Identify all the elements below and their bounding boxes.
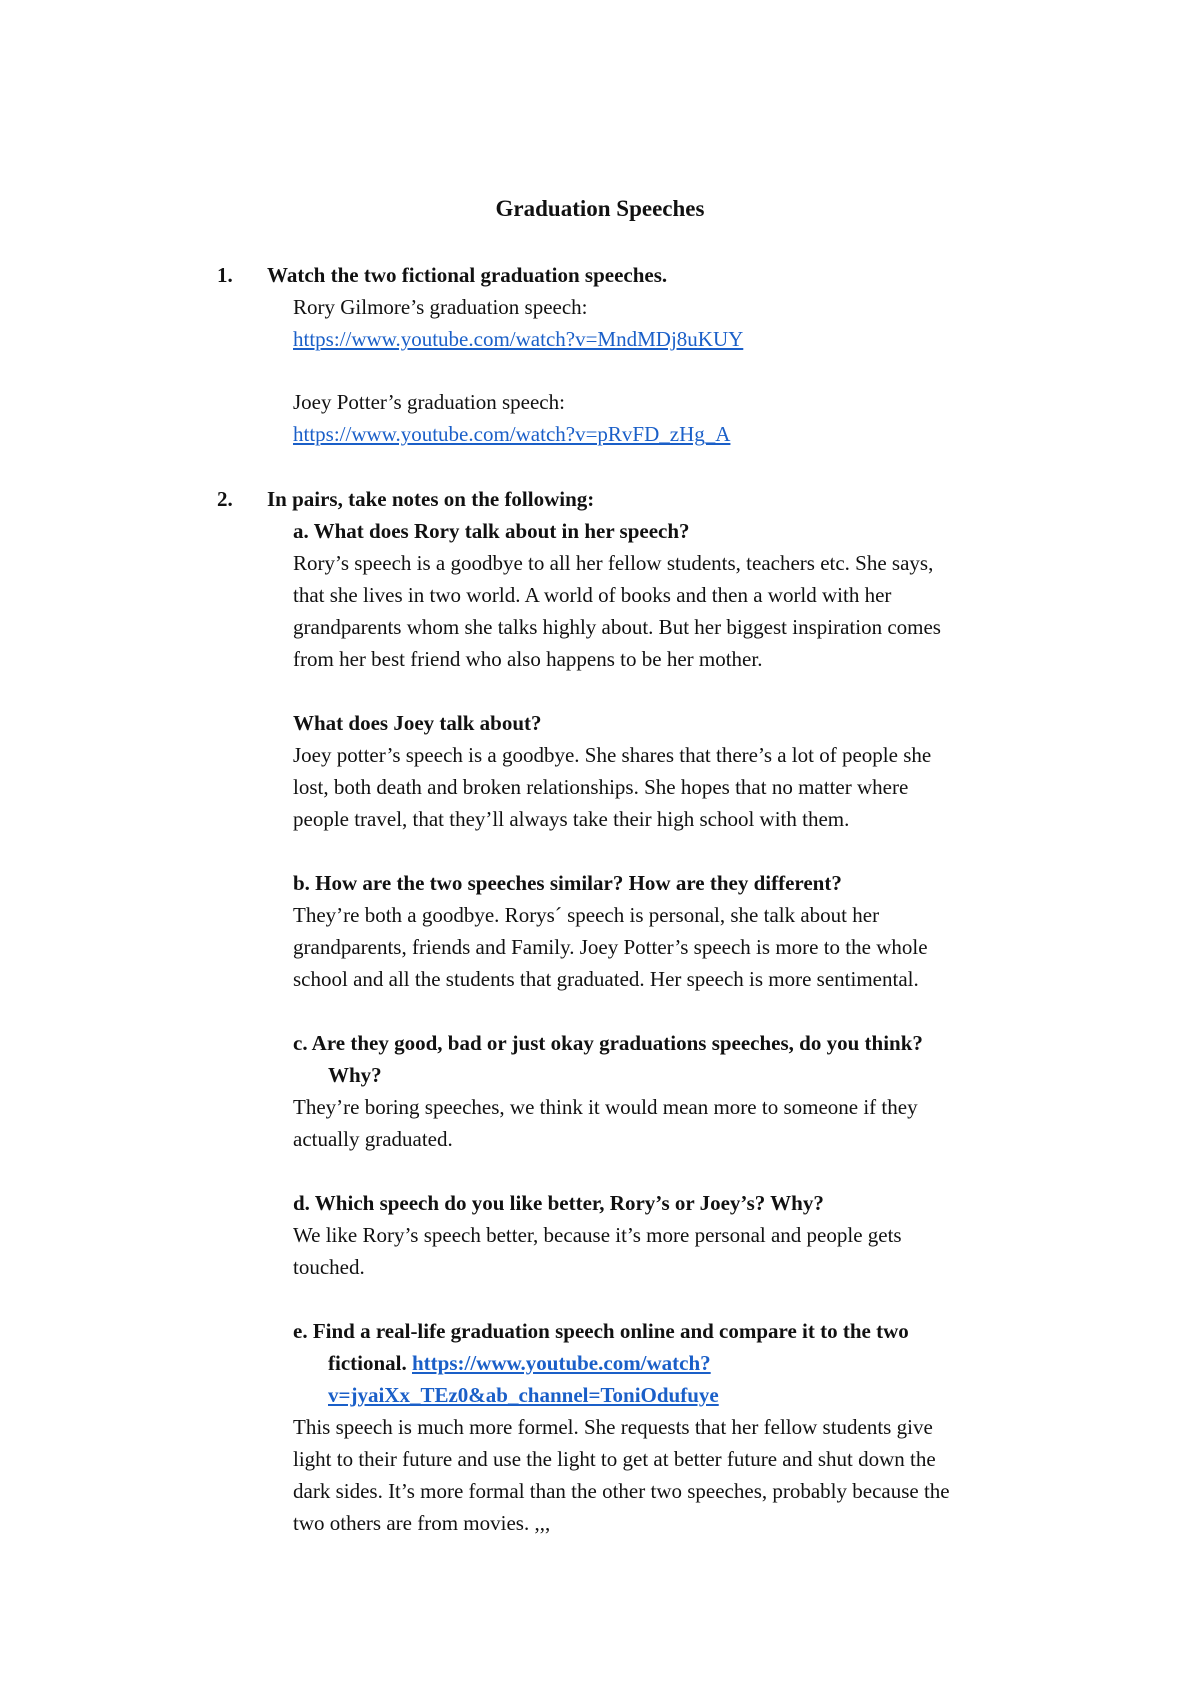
answer-joey-line: Joey potter’s speech is a goodbye. She shares that there’s a lot of people she: [293, 743, 932, 767]
item-2-heading: In pairs, take notes on the following:: [267, 487, 595, 511]
question-e-continued: [328, 1350, 711, 1376]
question-d: d. Which speech do you like better, Rory’s or Joey’s? Why?: [293, 1191, 824, 1215]
question-e: e. Find a real-life graduation speech online and compare it to the two: [293, 1319, 909, 1343]
item-1-heading: Watch the two fictional graduation speeches.: [267, 263, 668, 287]
question-b: b. How are the two speeches similar? How are they different?: [293, 871, 842, 895]
answer-b-line: grandparents, friends and Family. Joey Potter’s speech is more to the whole: [293, 935, 928, 959]
joey-speech-link[interactable]: https://www.youtube.com/watch?v=pRvFD_zHg_A: [293, 422, 731, 446]
question-c: c. Are they good, bad or just okay graduations speeches, do you think?: [293, 1031, 923, 1055]
answer-d-line: We like Rory’s speech better, because it’s more personal and people gets: [293, 1223, 902, 1247]
page-title: Graduation Speeches: [495, 196, 705, 221]
joey-speech-label: Joey Potter’s graduation speech:: [293, 390, 565, 414]
answer-b-line: They’re both a goodbye. Rorys´ speech is personal, she talk about her: [293, 903, 880, 927]
answer-joey-line: lost, both death and broken relationships. She hopes that no matter where: [293, 775, 909, 799]
answer-c-line: They’re boring speeches, we think it would mean more to someone if they: [293, 1095, 918, 1119]
answer-d-line: touched.: [293, 1255, 365, 1279]
answer-a-line: grandparents whom she talks highly about. But her biggest inspiration comes: [293, 615, 941, 639]
answer-a-line: that she lives in two world. A world of books and then a world with her: [293, 583, 892, 607]
question-a: a. What does Rory talk about in her speech?: [293, 519, 690, 543]
answer-e-line: This speech is much more formel. She requests that her fellow students give: [293, 1415, 933, 1439]
answer-e-line: two others are from movies. ,,,: [293, 1511, 551, 1535]
real-speech-link-part1[interactable]: https://www.youtube.com/watch?: [412, 1351, 711, 1375]
question-e-text: fictional.: [328, 1351, 407, 1375]
answer-c-line: actually graduated.: [293, 1127, 453, 1151]
answer-e-line: dark sides. It’s more formal than the other two speeches, probably because the: [293, 1479, 950, 1503]
answer-b-line: school and all the students that graduated. Her speech is more sentimental.: [293, 967, 919, 991]
real-speech-link-part2[interactable]: v=jyaiXx_TEz0&ab_channel=ToniOdufuye: [328, 1383, 719, 1407]
answer-e-line: light to their future and use the light to get at better future and shut down the: [293, 1447, 936, 1471]
answer-a-line: from her best friend who also happens to be her mother.: [293, 647, 763, 671]
rory-speech-label: Rory Gilmore’s graduation speech:: [293, 295, 588, 319]
answer-a-line: Rory’s speech is a goodbye to all her fellow students, teachers etc. She says,: [293, 551, 934, 575]
question-c-continued: Why?: [328, 1063, 382, 1087]
rory-speech-link[interactable]: https://www.youtube.com/watch?v=MndMDj8uKUY: [293, 327, 744, 351]
answer-joey-line: people travel, that they’ll always take their high school with them.: [293, 807, 850, 831]
item-2-number: 2.: [217, 487, 233, 511]
item-1-number: 1.: [217, 263, 233, 287]
question-joey: What does Joey talk about?: [293, 711, 542, 735]
